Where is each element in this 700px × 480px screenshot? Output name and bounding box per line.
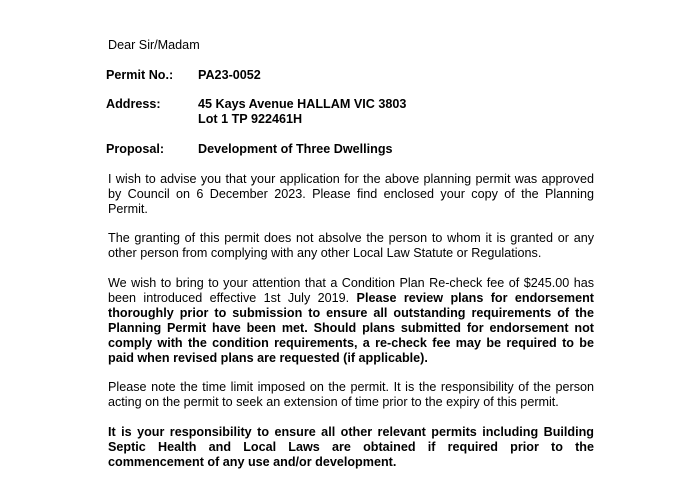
proposal-value: Development of Three Dwellings	[198, 142, 393, 156]
paragraph-permit-obligations: The granting of this permit does not absolve the person to whom it is granted or any other person from complying with any other Local Law Statute or Regulations.	[108, 231, 594, 260]
address-line-2: Lot 1 TP 922461H	[198, 112, 303, 126]
recheck-fee-text: We wish to bring to your attention that a Condition Plan Re-check fee of $245.00 has been introduced effective 1st July 2019.	[108, 276, 594, 305]
paragraph-recheck-fee	[108, 276, 594, 366]
address-label: Address:	[106, 97, 161, 111]
paragraph-approval: I wish to advise you that your application for the above planning permit was approved by Council on 6 December 2023. Please find enclosed your copy of the Planning Permit.	[108, 172, 594, 216]
proposal-label: Proposal:	[106, 142, 165, 156]
permit-no-value: PA23-0052	[198, 68, 261, 82]
paragraph-other-permits: It is your responsibility to ensure all other relevant permits including Building Septic Health and Local Laws are obtained if required prior to the commencement of any use and/or development.	[108, 425, 594, 469]
permit-no-label: Permit No.:	[106, 68, 174, 82]
recheck-fee-warning: Please review plans for endorsement thoroughly prior to submission to ensure all outstanding requirements of the Planning Permit have been met. Should plans submitted for endorsement not comply with the condition requirements, a re-check fee may be required to be paid when revised plans are requested (if applicable).	[108, 291, 594, 365]
paragraph-time-limit: Please note the time limit imposed on the permit. It is the responsibility of the person acting on the permit to seek an extension of time prior to the expiry of this permit.	[108, 380, 594, 409]
salutation: Dear Sir/Madam	[108, 38, 200, 52]
address-line-1: 45 Kays Avenue HALLAM VIC 3803	[198, 97, 407, 111]
